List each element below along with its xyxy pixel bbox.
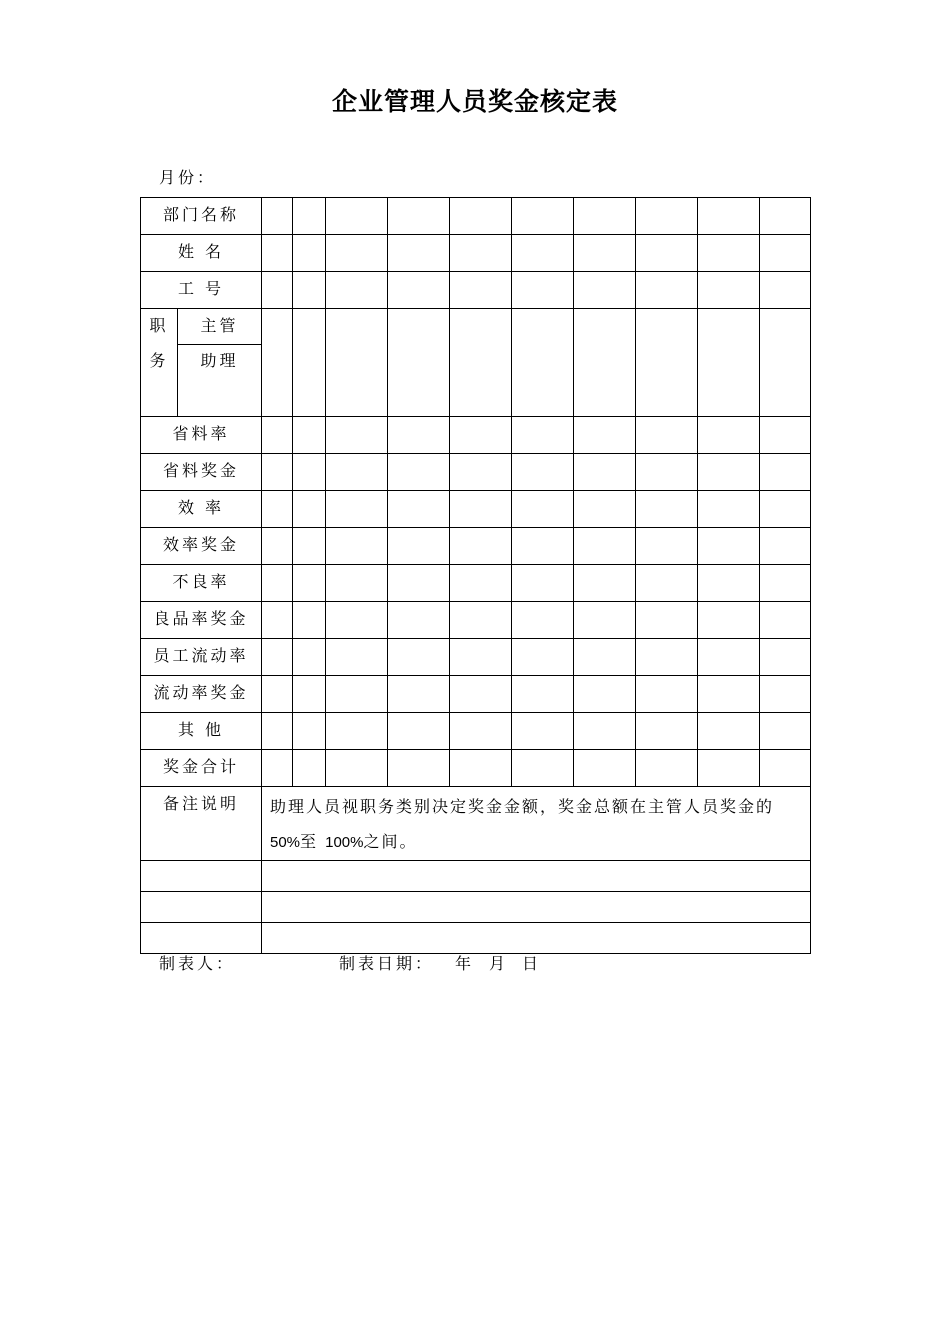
remarks-text: 助理人员视职务类别决定奖金金额，奖金总额在主管人员奖金的 50%至 100%之间。: [262, 787, 811, 861]
cell[interactable]: [698, 639, 760, 676]
cell[interactable]: [636, 309, 698, 417]
cell[interactable]: [326, 602, 388, 639]
cell[interactable]: [512, 676, 574, 713]
cell[interactable]: [450, 602, 512, 639]
cell[interactable]: [326, 491, 388, 528]
cell[interactable]: [698, 491, 760, 528]
cell[interactable]: [574, 235, 636, 272]
cell[interactable]: [388, 676, 450, 713]
table-row: [141, 198, 811, 235]
table-row: [141, 787, 811, 861]
cell[interactable]: [636, 713, 698, 750]
cell[interactable]: [512, 491, 574, 528]
cell[interactable]: [450, 454, 512, 491]
cell[interactable]: [636, 491, 698, 528]
cell[interactable]: [698, 309, 760, 417]
cell[interactable]: [450, 676, 512, 713]
cell[interactable]: [760, 235, 811, 272]
cell[interactable]: [512, 309, 574, 417]
cell[interactable]: [262, 713, 293, 750]
bonus-table: [140, 197, 811, 954]
cell[interactable]: [450, 309, 512, 417]
cell[interactable]: [760, 713, 811, 750]
cell[interactable]: [574, 676, 636, 713]
cell[interactable]: [326, 565, 388, 602]
cell[interactable]: [262, 309, 293, 417]
cell[interactable]: [512, 528, 574, 565]
cell[interactable]: [574, 639, 636, 676]
date-year: 年: [455, 954, 475, 973]
cell[interactable]: [574, 602, 636, 639]
table-row: [141, 417, 811, 454]
cell[interactable]: [262, 528, 293, 565]
cell[interactable]: [698, 235, 760, 272]
cell[interactable]: [760, 676, 811, 713]
cell[interactable]: [450, 528, 512, 565]
cell[interactable]: [141, 892, 262, 923]
table-row: [141, 602, 811, 639]
cell[interactable]: [760, 639, 811, 676]
cell[interactable]: [760, 417, 811, 454]
cell[interactable]: [326, 750, 388, 787]
cell[interactable]: [698, 713, 760, 750]
cell[interactable]: [326, 309, 388, 417]
cell[interactable]: [388, 491, 450, 528]
cell[interactable]: [262, 676, 293, 713]
cell[interactable]: [262, 602, 293, 639]
cell[interactable]: [293, 602, 326, 639]
cell[interactable]: [698, 454, 760, 491]
table-row: [141, 454, 811, 491]
cell[interactable]: [450, 565, 512, 602]
cell[interactable]: [293, 417, 326, 454]
cell[interactable]: [512, 602, 574, 639]
cell[interactable]: [326, 676, 388, 713]
cell[interactable]: [388, 565, 450, 602]
table-row: [141, 272, 811, 309]
cell[interactable]: [760, 565, 811, 602]
row-label-remarks: 备注说明: [141, 787, 262, 861]
cell[interactable]: [574, 417, 636, 454]
cell[interactable]: [293, 639, 326, 676]
cell[interactable]: [760, 309, 811, 417]
row-label-name: 姓 名: [141, 235, 262, 272]
cell[interactable]: [636, 676, 698, 713]
cell[interactable]: [293, 198, 326, 235]
cell[interactable]: [450, 272, 512, 309]
table-row: [141, 923, 811, 954]
row-label-efficiency-bonus: 效率奖金: [141, 528, 262, 565]
cell[interactable]: [388, 309, 450, 417]
cell[interactable]: [574, 454, 636, 491]
cell[interactable]: [636, 198, 698, 235]
cell[interactable]: [512, 639, 574, 676]
cell[interactable]: [141, 923, 262, 954]
role-supervisor-label: 主管: [178, 309, 261, 345]
cell[interactable]: [450, 713, 512, 750]
cell[interactable]: [512, 454, 574, 491]
table-row: [141, 235, 811, 272]
cell[interactable]: [574, 198, 636, 235]
cell[interactable]: [262, 565, 293, 602]
cell[interactable]: [293, 676, 326, 713]
row-label-quality-bonus: 良品率奖金: [141, 602, 262, 639]
cell[interactable]: [262, 272, 293, 309]
cell[interactable]: [262, 750, 293, 787]
cell[interactable]: [698, 676, 760, 713]
cell[interactable]: [388, 454, 450, 491]
cell[interactable]: [262, 454, 293, 491]
cell[interactable]: [388, 639, 450, 676]
preparer-label: 制表人：: [159, 954, 236, 973]
table-row: [141, 565, 811, 602]
table-row: [141, 639, 811, 676]
cell[interactable]: [388, 602, 450, 639]
cell[interactable]: [760, 491, 811, 528]
cell[interactable]: [574, 565, 636, 602]
cell[interactable]: [262, 639, 293, 676]
cell[interactable]: [141, 861, 262, 892]
cell[interactable]: [698, 602, 760, 639]
table-row: [141, 491, 811, 528]
cell[interactable]: [262, 417, 293, 454]
cell[interactable]: [388, 417, 450, 454]
cell[interactable]: [636, 750, 698, 787]
table-row: [141, 750, 811, 787]
cell[interactable]: [326, 235, 388, 272]
cell[interactable]: [262, 198, 293, 235]
cell[interactable]: [293, 565, 326, 602]
cell[interactable]: [293, 272, 326, 309]
row-label-turnover-rate: 员工流动率: [141, 639, 262, 676]
cell[interactable]: [512, 198, 574, 235]
cell[interactable]: [326, 417, 388, 454]
cell[interactable]: [450, 235, 512, 272]
date-label: 制表日期：: [339, 954, 435, 973]
cell[interactable]: [698, 272, 760, 309]
cell[interactable]: [760, 602, 811, 639]
cell[interactable]: [450, 491, 512, 528]
role-vertical-label: 职 务: [141, 309, 178, 416]
cell[interactable]: [262, 235, 293, 272]
row-label-material-rate: 省料率: [141, 417, 262, 454]
cell[interactable]: [574, 713, 636, 750]
cell[interactable]: [388, 272, 450, 309]
cell[interactable]: [512, 565, 574, 602]
cell[interactable]: [293, 750, 326, 787]
cell[interactable]: [512, 750, 574, 787]
cell[interactable]: [698, 198, 760, 235]
cell[interactable]: [388, 528, 450, 565]
table-row: [141, 676, 811, 713]
cell[interactable]: [574, 309, 636, 417]
row-label-total: 奖金合计: [141, 750, 262, 787]
cell[interactable]: [450, 198, 512, 235]
cell[interactable]: [450, 750, 512, 787]
cell[interactable]: [574, 528, 636, 565]
cell[interactable]: [760, 272, 811, 309]
cell[interactable]: [760, 528, 811, 565]
cell[interactable]: [388, 750, 450, 787]
page-title: 企业管理人员奖金核定表: [331, 87, 618, 116]
cell[interactable]: [760, 454, 811, 491]
cell[interactable]: [512, 713, 574, 750]
cell[interactable]: [698, 565, 760, 602]
cell[interactable]: [326, 713, 388, 750]
cell[interactable]: [293, 713, 326, 750]
cell[interactable]: [293, 491, 326, 528]
cell[interactable]: [512, 235, 574, 272]
role-assistant-label: 助理: [200, 351, 239, 370]
cell[interactable]: [698, 750, 760, 787]
row-label-other: 其 他: [141, 713, 262, 750]
row-label-material-bonus: 省料奖金: [141, 454, 262, 491]
cell[interactable]: [636, 565, 698, 602]
cell[interactable]: [636, 528, 698, 565]
cell[interactable]: [293, 454, 326, 491]
cell[interactable]: [698, 417, 760, 454]
cell[interactable]: [512, 272, 574, 309]
cell[interactable]: [388, 713, 450, 750]
table-row: [141, 309, 811, 417]
cell[interactable]: [512, 417, 574, 454]
cell[interactable]: [636, 639, 698, 676]
cell[interactable]: [574, 272, 636, 309]
cell[interactable]: [760, 750, 811, 787]
cell[interactable]: [262, 892, 811, 923]
cell[interactable]: [326, 639, 388, 676]
row-label-efficiency: 效 率: [141, 491, 262, 528]
cell[interactable]: [636, 272, 698, 309]
cell[interactable]: [760, 198, 811, 235]
cell[interactable]: [636, 235, 698, 272]
cell[interactable]: [293, 528, 326, 565]
cell[interactable]: [698, 528, 760, 565]
cell[interactable]: [262, 861, 811, 892]
row-label-id: 工 号: [141, 272, 262, 309]
cell[interactable]: [326, 198, 388, 235]
table-row: [141, 861, 811, 892]
row-label-dept: 部门名称: [141, 198, 262, 235]
cell[interactable]: [388, 198, 450, 235]
cell[interactable]: [388, 235, 450, 272]
row-label-defect-rate: 不良率: [141, 565, 262, 602]
cell[interactable]: [326, 272, 388, 309]
cell[interactable]: [636, 454, 698, 491]
cell[interactable]: [450, 639, 512, 676]
cell[interactable]: [574, 491, 636, 528]
date-day: 日: [522, 954, 542, 973]
cell[interactable]: [262, 923, 811, 954]
cell[interactable]: [450, 417, 512, 454]
role-label-group: [141, 309, 262, 417]
cell[interactable]: [636, 417, 698, 454]
cell[interactable]: [262, 491, 293, 528]
cell[interactable]: [293, 309, 326, 417]
table-row: [141, 713, 811, 750]
cell[interactable]: [574, 750, 636, 787]
row-label-turnover-bonus: 流动率奖金: [141, 676, 262, 713]
cell[interactable]: [326, 454, 388, 491]
month-label: 月份：: [159, 168, 217, 187]
cell[interactable]: [293, 235, 326, 272]
table-row: [141, 892, 811, 923]
cell[interactable]: [326, 528, 388, 565]
table-row: [141, 528, 811, 565]
cell[interactable]: [636, 602, 698, 639]
date-month: 月: [489, 954, 509, 973]
